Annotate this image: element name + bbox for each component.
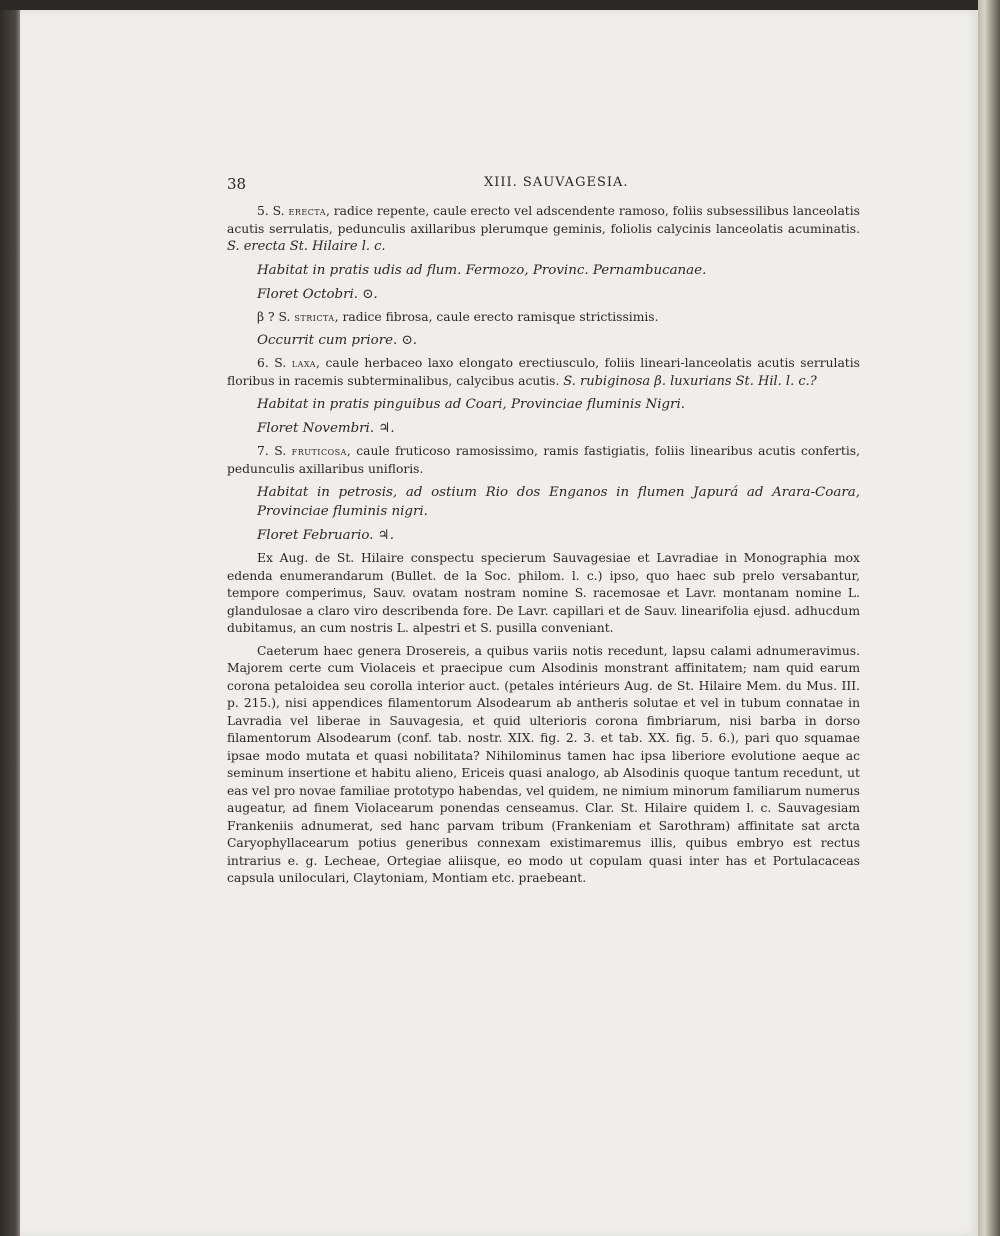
species-epithet: laxa (291, 357, 317, 370)
floret-line: Floret Februario. ♃. (257, 528, 394, 543)
species-diagnosis: , radice repente, caule erecto vel adscendente ramoso, foliis subsessilibus lanceolatis acutis serrulatis, pedunculis axillaribus plerumque geminis, foliolis calycinis lanceolatis acuminatis. (227, 204, 860, 236)
species-entry-7 (227, 443, 860, 478)
entry-number: 6. (257, 356, 269, 370)
page-body (227, 203, 860, 893)
page-number: 38 (227, 175, 247, 193)
entry-number: 7. (257, 444, 269, 458)
variety-entry-beta (227, 309, 860, 327)
species-entry-5 (227, 203, 860, 256)
habitat-line: Habitat in petrosis, ad ostium Rio dos Enganos in flumen Japurá ad Arara-Coara, Provinciae fluminis nigri. (257, 485, 860, 519)
genus-abbrev: S. (272, 204, 285, 218)
genus-abbrev: S. (274, 444, 287, 458)
entry-number: β ? (257, 309, 275, 324)
book-page-edge-right (978, 0, 1000, 1236)
occurrit-line: Occurrit cum priore. ⊙. (257, 333, 418, 348)
species-epithet: fruticosa (291, 445, 347, 458)
discussion-paragraph-2: Caeterum haec genera Drosereis, a quibus variis notis recedunt, lapsu calami adnumeravimus. Majorem certe cum Violaceis et praecipue cum Alsodinis monstrant affinitatem; nam quid earum corona petaloidea seu corolla interior auct. (petales intérieurs Aug. de St. Hilaire Mem. du Mus. III. p. 215.), nisi appendices filamentorum Alsodearum ab antheris solutae et vel in tubum connatae in Lavradia vel liberae in Sauvagesia, et quid ulterioris corona fimbriarum, nisi barba in dorso filamentorum Alsodearum (conf. tab. nostr. XIX. fig. 2. 3. et tab. XX. fig. 5. 6.), pari quo squamae ipsae modo mutata et quasi nobilitata? Nihilominus tamen hac ipsa liberiore evolutione aeque ac seminum insertione et habitu alieno, Ericeis quasi analogo, ab Alsodinis quoque tantum recedunt, ut eas vel pro novae familiae prototypo habendas, vel quidem, ne nimium minorum familiarum numerus augeatur, ad finem Violacearum ponendas censeamus. Clar. St. Hilaire quidem l. c. Sauvagesiam Frankeniis adnumerat, sed hanc parvam tribum (Frankeniam et Sarothram) affinitate sat arcta Caryophyllacearum potius generibus connexam existimaremus illis, quibus embryo est rectus intrarius e. g. Lecheae, Ortegiae aliisque, eo modo ut copulam quasi inter has et Portulacaceas capsula uniloculari, Claytoniam, Montiam etc. praebeant. (227, 643, 860, 885)
book-binding-left (0, 0, 22, 1236)
habitat-line: Habitat in pratis udis ad flum. Fermozo, Provinc. Pernambucanae. (257, 262, 707, 278)
species-entry-6 (227, 355, 860, 390)
synonym: S. erecta St. Hilaire l. c. (227, 239, 386, 254)
genus-abbrev: S. (274, 356, 287, 370)
discussion-paragraph-1: Ex Aug. de St. Hilaire conspectu specierum Sauvagesiae et Lavradiae in Monographia mox edenda enumerandarum (Bullet. de la Soc. philom. l. c.) ipso, quo haec sub prelo versabantur, tempore comperimus, Sauv. ovatam nostram nomine S. racemosae et Lavr. montanam nomine L. glandulosae a claro viro describenda fore. De Lavr. capillari et de Sauv. linearifolia ejusd. adhucdum dubitamus, an cum nostris L. alpestri et S. pusilla conveniant. (227, 551, 860, 635)
running-head (227, 175, 857, 197)
synonym: S. rubiginosa β. luxurians St. Hil. l. c.? (563, 373, 817, 389)
genus-abbrev: S. (278, 309, 291, 324)
species-diagnosis: , caule fruticoso ramosissimo, ramis fastigiatis, foliis linearibus acutis confertis, pedunculis axillaribus unifloris. (227, 444, 860, 476)
species-epithet: erecta (288, 205, 326, 218)
floret-line: Floret Novembri. ♃. (257, 421, 395, 436)
species-epithet: stricta (294, 310, 335, 324)
scan-frame-top (0, 0, 1000, 10)
species-diagnosis: , radice fibrosa, caule erecto ramisque strictissimis. (334, 309, 659, 324)
species-diagnosis: , caule herbaceo laxo elongato erectiusculo, foliis lineari-lanceolatis acutis serrulatis floribus in racemis subterminalibus, calycibus acutis. (227, 356, 860, 388)
habitat-line: Habitat in pratis pinguibus ad Coari, Provinciae fluminis Nigri. (257, 397, 685, 412)
entry-number: 5. (257, 204, 269, 218)
section-title: XIII. SAUVAGESIA. (484, 175, 629, 190)
floret-line: Floret Octobri. ⊙. (257, 286, 378, 302)
